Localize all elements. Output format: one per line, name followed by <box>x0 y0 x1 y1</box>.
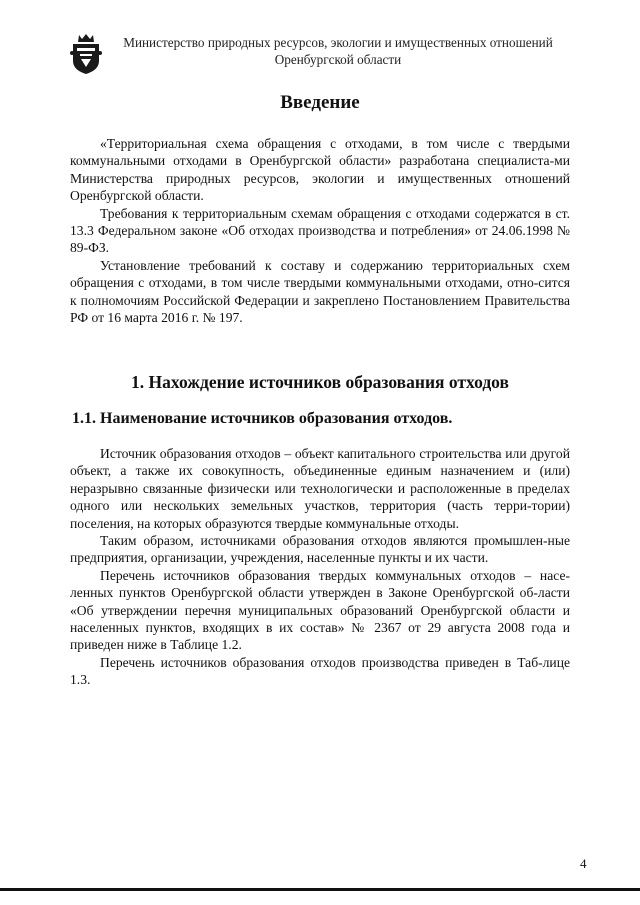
ministry-name-line2: Оренбургской области <box>274 52 402 67</box>
intro-text <box>70 135 570 326</box>
intro-paragraph: «Территориальная схема обращения с отходами, в том числе с твердыми коммунальными отходами в Оренбургской области» разработана специалиста-ми Министерства природных ресурсов, экологии и имущественных отношений Оренбургской области. <box>70 136 570 204</box>
page-number: 4 <box>580 856 587 871</box>
coat-of-arms-icon <box>69 33 103 75</box>
section-text <box>70 445 570 689</box>
section-paragraph: Источник образования отходов – объект капитального строительства или другой объект, а также их совокупность, объединенные единым назначением и (или) неразрывно связанные физически или технологически и расположенные в пределах одного или нескольких земельных участков, территория (часть терри-тории) поселения, на которых образуются твердые коммунальные отходы. <box>70 446 570 531</box>
intro-title: Введение <box>280 92 360 113</box>
subsection-title: 1.1. Наименование источников образования отходов. <box>72 410 453 427</box>
section-paragraph: Перечень источников образования твердых коммунальных отходов – насе-ленных пунктов Оренбургской области утвержден в Законе Оренбургской об-ласти «Об утверждении перечня муниципальных образований Оренбургской области и населенных пунктов, входящих в их состав» № 2367 от 29 августа 2008 года и приведен ниже в Таблице 1.2. <box>70 567 570 653</box>
intro-paragraph: Требования к территориальным схемам обращения с отходами содержатся в ст. 13.3 Федеральном законе «Об отходах производства и потребления» от 24.06.1998 № 89-ФЗ. <box>70 205 570 256</box>
section-title: 1. Нахождение источников образования отходов <box>131 372 509 392</box>
section-paragraph: Таким образом, источниками образования отходов являются промышлен-ные предприятия, организации, учреждения, населенные пункты и их части. <box>70 533 570 566</box>
ministry-header <box>118 34 558 68</box>
intro-paragraph: Установление требований к составу и содержанию территориальных схем обращения с отходами, в том числе твердыми коммунальными отходами, отно-сится к полномочиям Российской Федерации и закреплено Постановлением Правительства РФ от 16 марта 2016 г. № 197. <box>70 257 570 326</box>
section-paragraph: Перечень источников образования отходов производства приведен в Таб-лице 1.3. <box>70 654 570 688</box>
footer-rule <box>0 888 640 891</box>
ministry-name-line1: Министерство природных ресурсов, экологии и имущественных отношений <box>123 35 553 50</box>
